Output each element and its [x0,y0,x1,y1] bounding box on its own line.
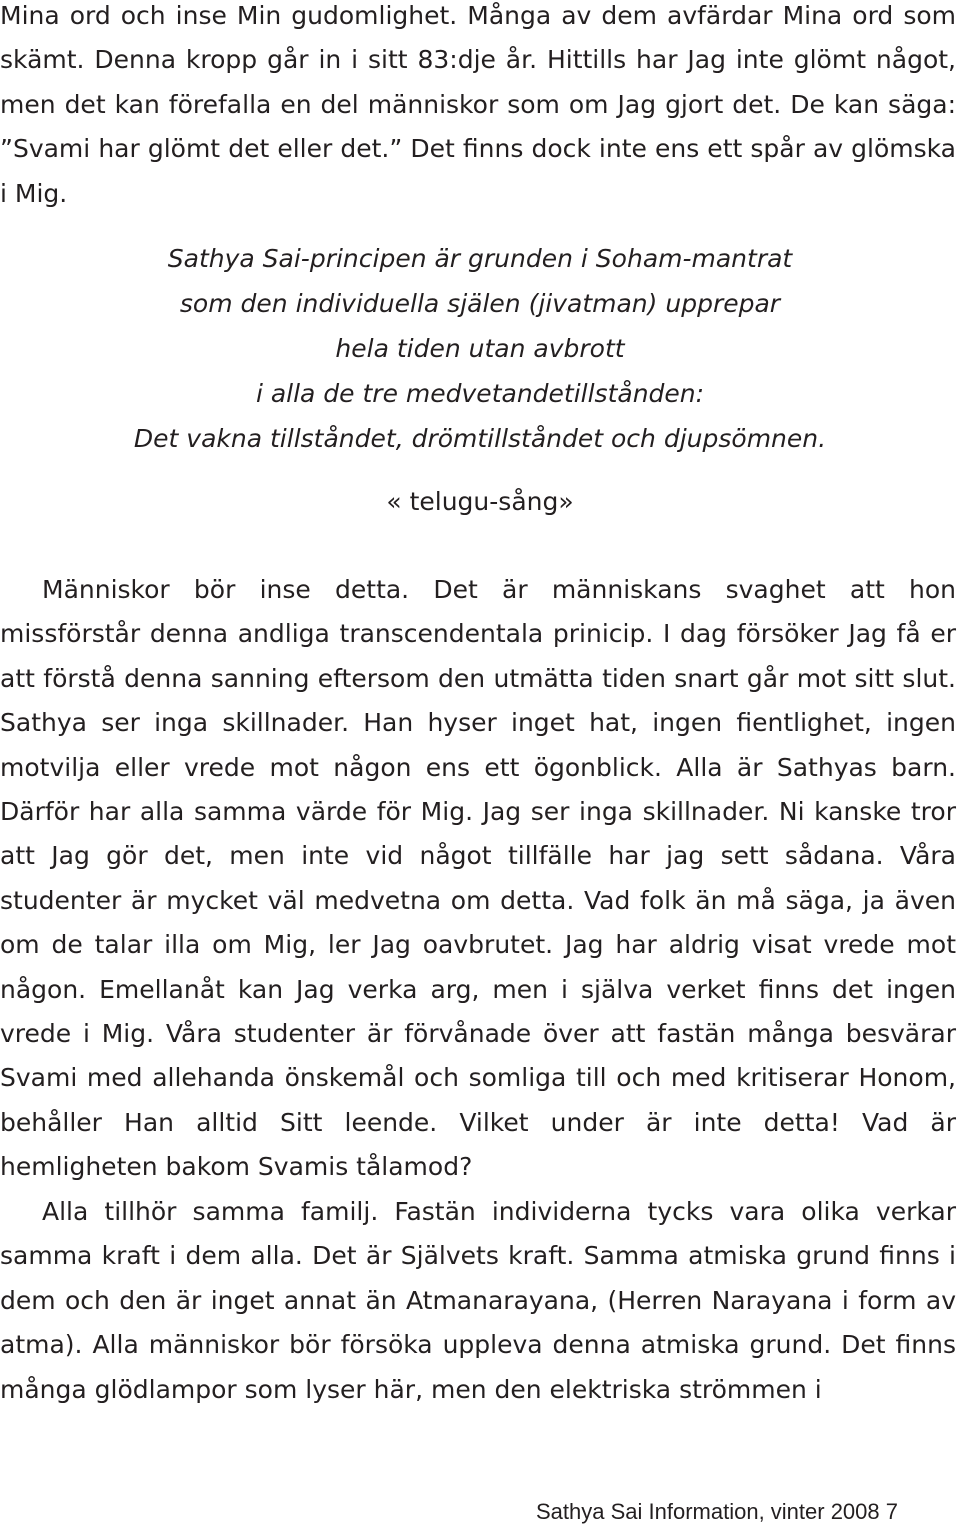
verse-quote [0,236,960,461]
verse-line-1: Sathya Sai-principen är grunden i Soham-mantrat [167,244,793,273]
verse-source: « telugu-sång» [386,487,574,516]
verse-line-3: hela tiden utan avbrott [335,334,625,363]
verse-line-5: Det vakna tillståndet, drömtillståndet och djupsömnen. [133,424,827,453]
paragraph-2: Människor bör inse detta. Det är människans svaghet att hon missförstår denna andliga transcendentala prinicip. I dag försöker Jag få er att förstå denna sanning eftersom den utmätta tiden snart går mot sitt slut. Sathya ser inga skillnader. Han hyser inget hat, ingen fientlighet, ingen motvilja eller vrede mot någon ens ett ögonblick. Alla är Sathyas barn. Därför har alla samma värde för Mig. Jag ser inga skillnader. Ni kanske tror att Jag gör det, men inte vid något tillfälle har jag sett sådana. Våra studenter är mycket väl medvetna om detta. Vad folk än må säga, ja även om de talar illa om Mig, ler Jag oavbrutet. Jag har aldrig visat vrede mot någon. Emellanåt kan Jag verka arg, men i själva verket finns det ingen vrede i Mig. Våra studenter är förvånade över att fastän många besvärar Svami med allehanda önskemål och somliga till och med kritiserar Honom, behåller Han alltid Sitt leende. Vilket under är inte detta! Vad är hemligheten bakom Svamis tålamod? [0,575,956,1182]
page-footer: Sathya Sai Information, vinter 2008 7 [536,1499,898,1524]
verse-line-4: i alla de tre medvetandetillstånden: [255,379,705,408]
verse-line-2: som den individuella själen (jivatman) upprepar [179,289,781,318]
paragraph-1: Mina ord och inse Min gudomlighet. Många av dem avfärdar Mina ord som skämt. Denna kropp går in i sitt 83:dje år. Hittills har Jag inte glömt något, men det kan förefalla en del människor som om Jag gjort det. De kan säga: ”Svami har glömt det eller det.” Det finns dock inte ens ett spår av glömska i Mig. [0,1,956,208]
paragraph-3: Alla tillhör samma familj. Fastän individerna tycks vara olika verkar samma kraft i dem alla. Det är Självets kraft. Samma atmiska grund finns i dem och den är inget annat än Atmanarayana, (Herren Narayana i form av atma). Alla människor bör försöka uppleva denna atmiska grund. Det finns många glödlampor som lyser här, men den elektriska strömmen i [0,1197,956,1404]
